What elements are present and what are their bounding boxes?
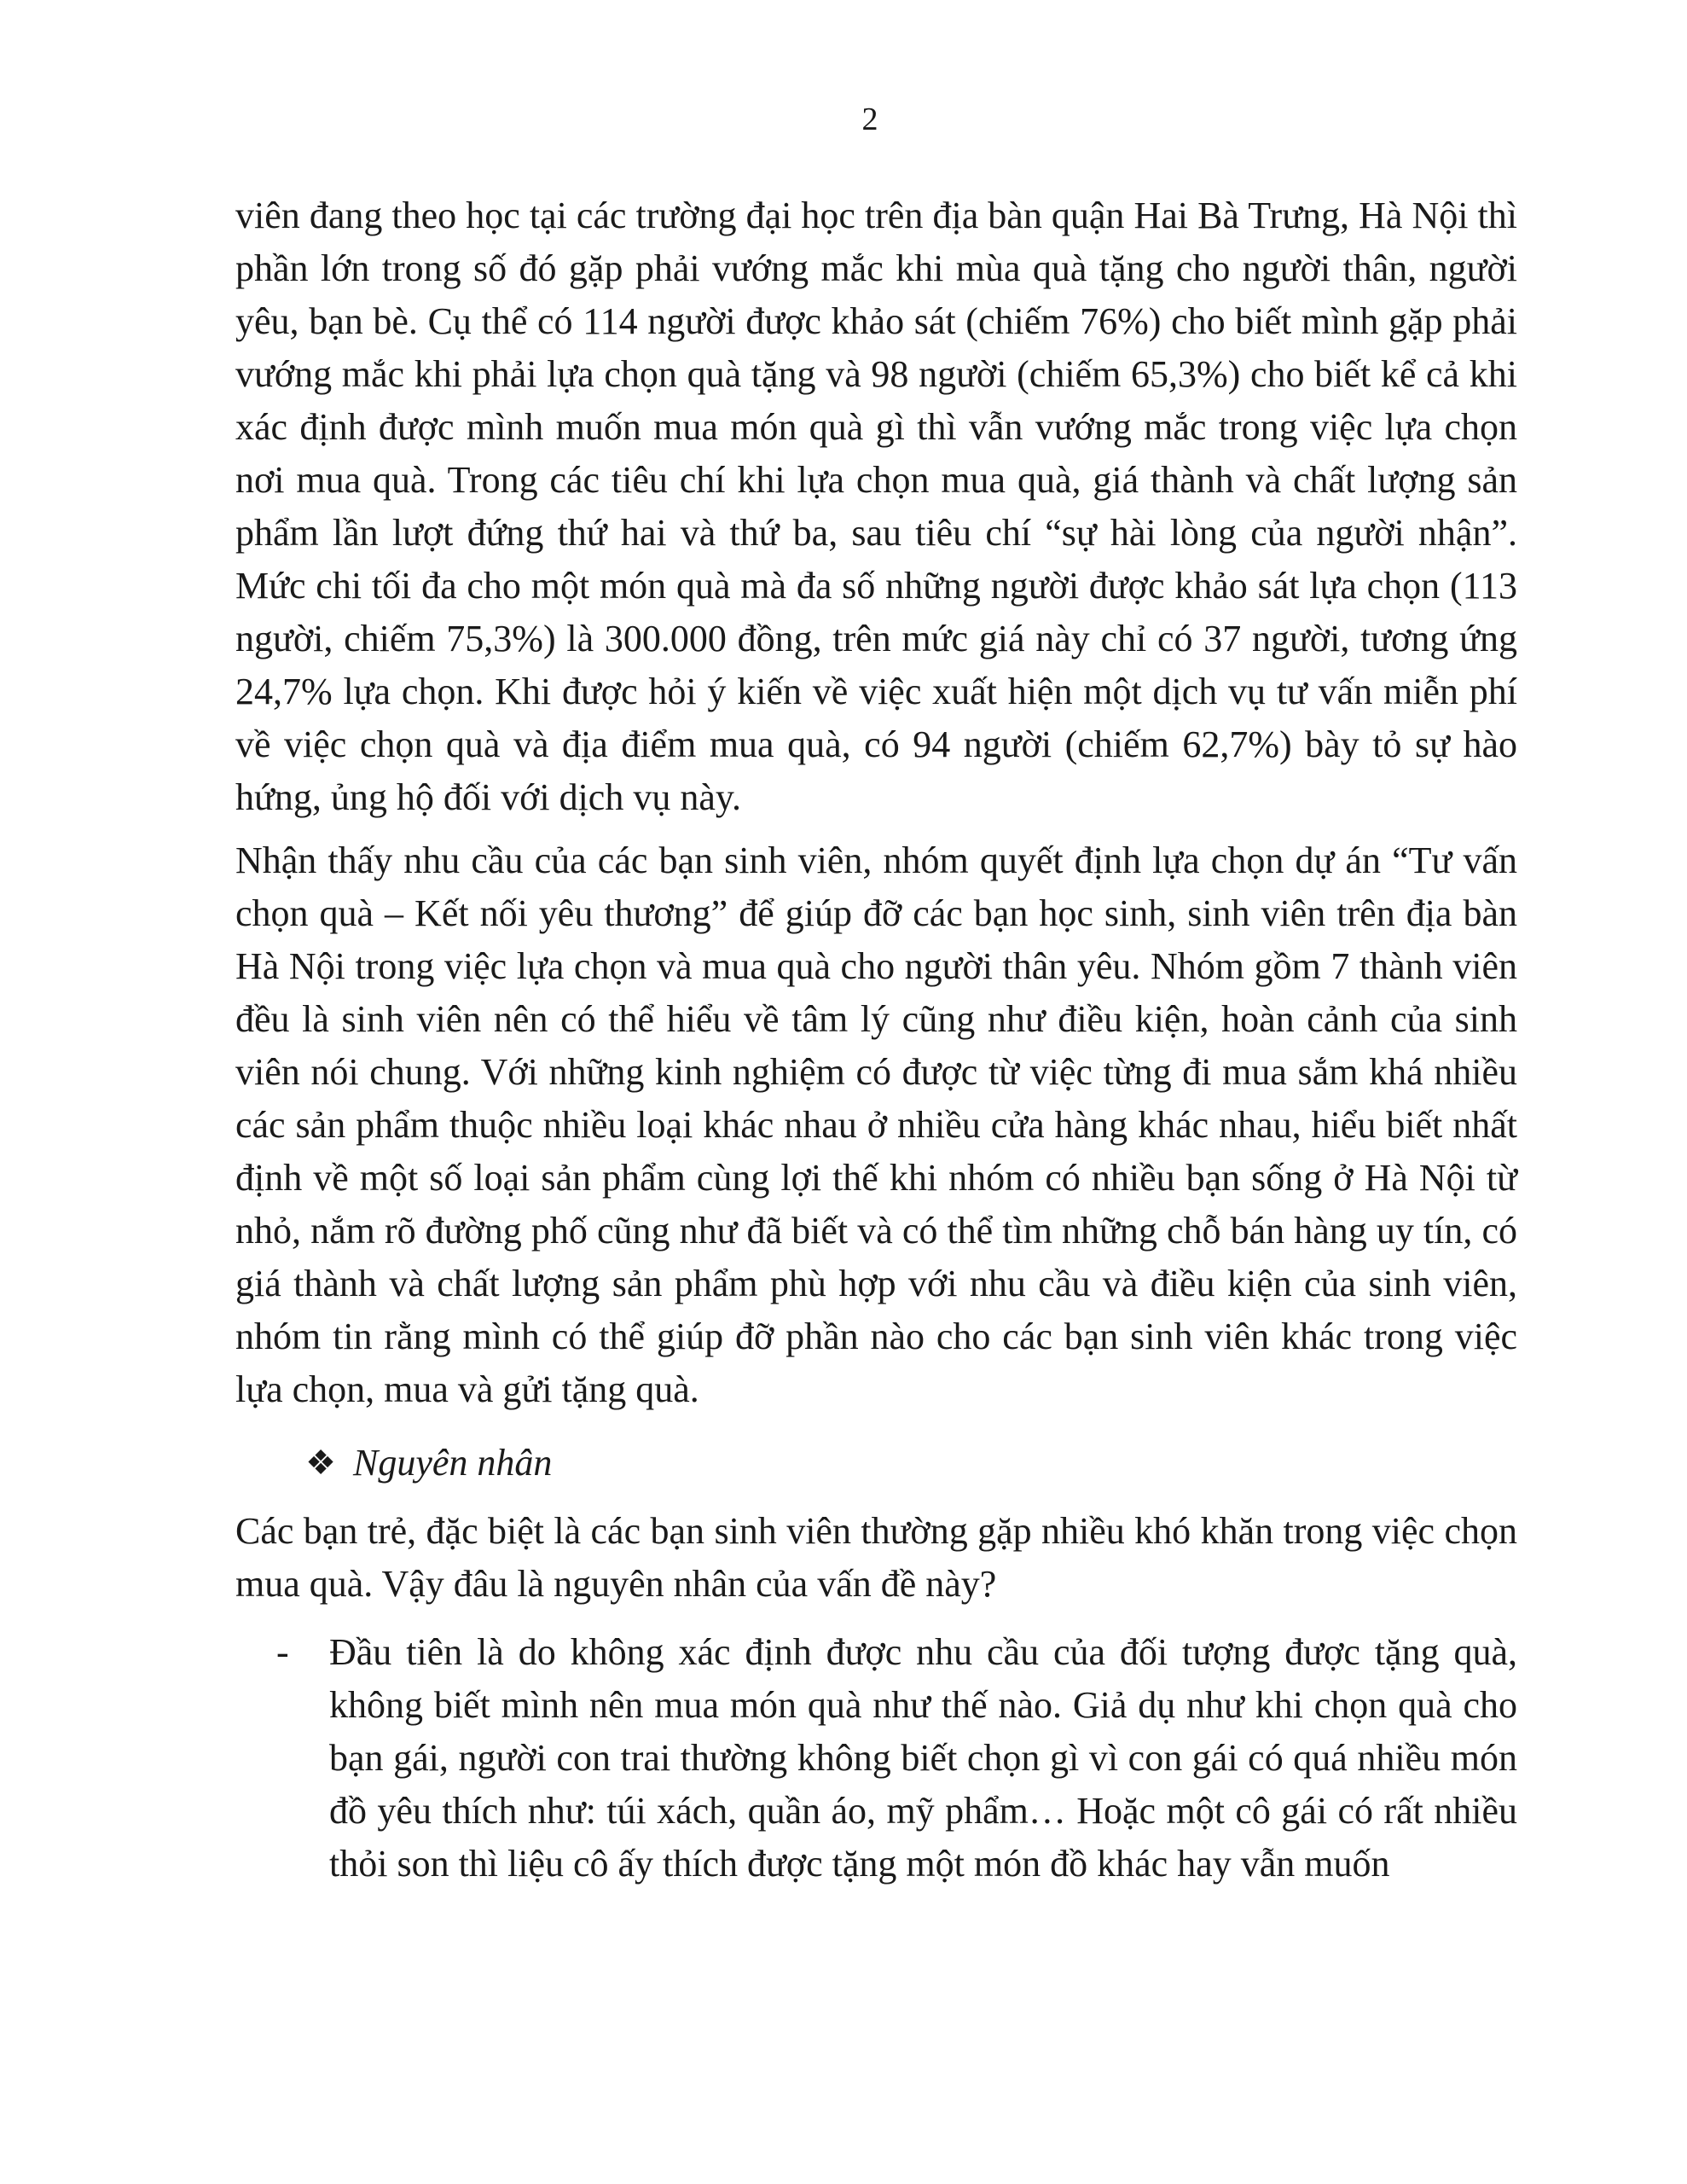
list-item-text: Đầu tiên là do không xác định được nhu cầu của đối tượng được tặng quà, không biết mình nên mua món quà như thế nào. Giả dụ như khi chọn quà cho bạn gái, người con trai thường không biết chọn gì vì con gái có quá nhiều món đồ yêu thích như: túi xách, quần áo, mỹ phẩm… Hoặc một cô gái có rất nhiều thỏi son thì liệu cô ấy thích được tặng một món đồ khác hay vẫn muốn <box>329 1631 1517 1885</box>
page-number: 2 <box>861 102 878 137</box>
paragraph-project-intro: Nhận thấy nhu cầu của các bạn sinh viên, nhóm quyết định lựa chọn dự án “Tư vấn chọn quà – Kết nối yêu thương” để giúp đỡ các bạn học sinh, sinh viên trên địa bàn Hà Nội trong việc lựa chọn và mua quà cho người thân yêu. Nhóm gồm 7 thành viên đều là sinh viên nên có thể hiểu về tâm lý cũng như điều kiện, hoàn cảnh của sinh viên nói chung. Với những kinh nghiệm có được từ việc từng đi mua sắm khá nhiều các sản phẩm thuộc nhiều loại khác nhau ở nhiều cửa hàng khác nhau, hiểu biết nhất định về một số loại sản phẩm cùng lợi thế khi nhóm có nhiều bạn sống ở Hà Nội từ nhỏ, nắm rõ đường phố cũng như đã biết và có thể tìm những chỗ bán hàng uy tín, có giá thành và chất lượng sản phẩm phù hợp với nhu cầu và điều kiện của sinh viên, nhóm tin rằng mình có thể giúp đỡ phần nào cho các bạn sinh viên khác trong việc lựa chọn, mua và gửi tặng quà. <box>235 839 1517 1410</box>
cause-list <box>235 1626 1517 1891</box>
section-heading <box>235 1437 1517 1490</box>
diamond-bullet-icon: ❖ <box>305 1443 336 1482</box>
page-content <box>235 189 1517 1891</box>
dash-marker: - <box>276 1631 289 1673</box>
paragraph-survey-results: viên đang theo học tại các trường đại học trên địa bàn quận Hai Bà Trưng, Hà Nội thì phần lớn trong số đó gặp phải vướng mắc khi mùa quà tặng cho người thân, người yêu, bạn bè. Cụ thể có 114 người được khảo sát (chiếm 76%) cho biết mình gặp phải vướng mắc khi phải lựa chọn quà tặng và 98 người (chiếm 65,3%) cho biết kể cả khi xác định được mình muốn mua món quà gì thì vẫn vướng mắc trong việc lựa chọn nơi mua quà. Trong các tiêu chí khi lựa chọn mua quà, giá thành và chất lượng sản phẩm lần lượt đứng thứ hai và thứ ba, sau tiêu chí “sự hài lòng của người nhận”. Mức chi tối đa cho một món quà mà đa số những người được khảo sát lựa chọn (113 người, chiếm 75,3%) là 300.000 đồng, trên mức giá này chỉ có 37 người, tương ứng 24,7% lựa chọn. Khi được hỏi ý kiến về việc xuất hiện một dịch vụ tư vấn miễn phí về việc chọn quà và địa điểm mua quà, có 94 người (chiếm 62,7%) bày tỏ sự hào hứng, ủng hộ đối với dịch vụ này. <box>235 195 1517 818</box>
section-title: Nguyên nhân <box>353 1442 553 1484</box>
list-item <box>235 1626 1517 1891</box>
paragraph-section-intro: Các bạn trẻ, đặc biệt là các bạn sinh viên thường gặp nhiều khó khăn trong việc chọn mua quà. Vậy đâu là nguyên nhân của vấn đề này? <box>235 1510 1517 1605</box>
